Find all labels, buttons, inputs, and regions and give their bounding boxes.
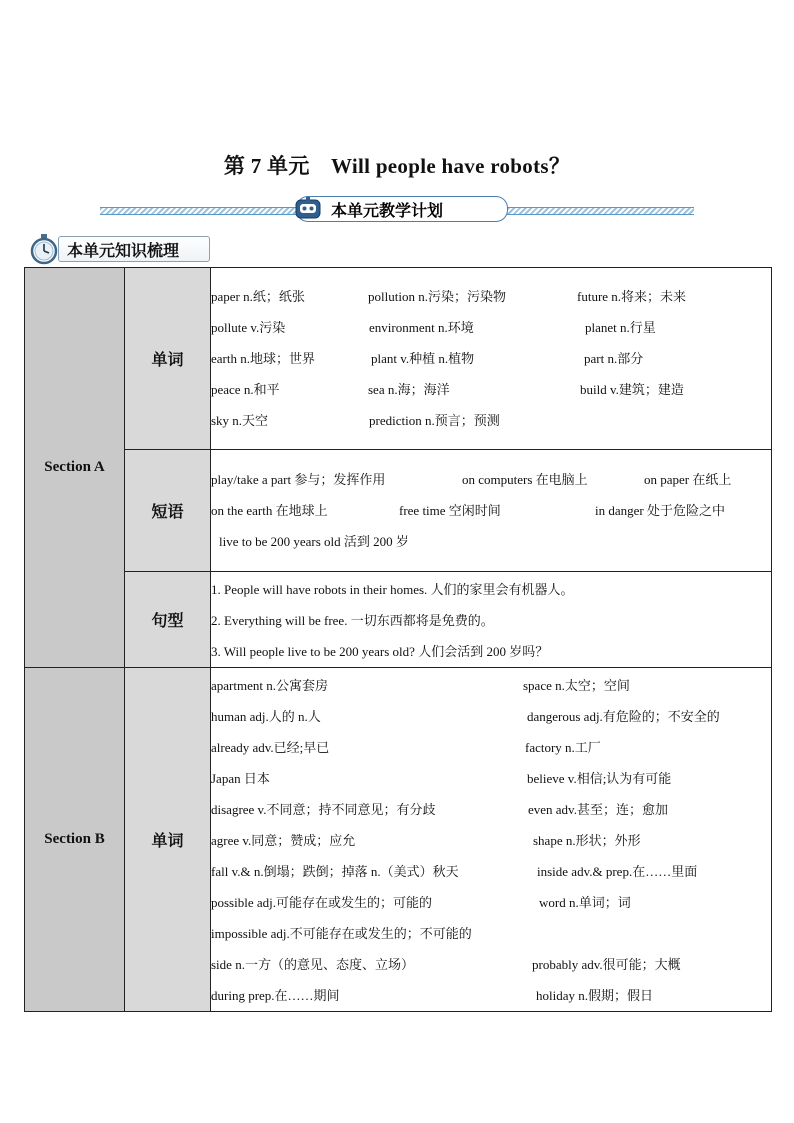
knowledge-summary-box	[58, 236, 210, 262]
word-row	[211, 701, 771, 732]
word-entry: agree v.同意；赞成；应允	[211, 832, 356, 848]
word-entry: earth n.地球；世界	[211, 351, 315, 366]
word-entry: during prep.在……期间	[211, 987, 340, 1003]
word-entry: apartment n.公寓套房	[211, 677, 328, 693]
word-entry: probably adv.很可能；大概	[532, 956, 681, 972]
sentence-line: 3. Will people live to be 200 years old? 人们会活到 200 岁吗？	[211, 643, 549, 659]
word-entry: believe v.相信;认为有可能	[527, 770, 672, 786]
word-entry: part n.部分	[584, 351, 644, 366]
word-row	[211, 732, 771, 763]
word-row	[211, 312, 771, 343]
word-row	[211, 405, 771, 436]
word-row	[211, 856, 771, 887]
section-b-words-content	[211, 668, 772, 1012]
phrase-row	[211, 495, 771, 526]
knowledge-summary-label: 本单元知识梳理	[67, 240, 180, 260]
word-row	[211, 794, 771, 825]
section-b-label: Section B	[25, 668, 125, 1012]
word-row	[211, 887, 771, 918]
word-row	[211, 763, 771, 794]
vocabulary-table	[24, 267, 772, 1012]
word-entry: impossible adj.不可能存在或发生的；不可能的	[211, 925, 472, 941]
section-a-words-category: 单词	[125, 268, 211, 450]
robot-badge-icon	[293, 197, 323, 221]
word-entry: planet n.行星	[585, 320, 656, 335]
word-entry: word n.单词；词	[539, 894, 631, 910]
word-row	[211, 825, 771, 856]
banner-label: 本单元教学计划	[331, 200, 444, 220]
word-row	[211, 918, 771, 949]
phrase-entry: live to be 200 years old 活到 200 岁	[219, 534, 409, 549]
word-entry: holiday n.假期；假日	[536, 987, 653, 1003]
word-entry: environment n.环境	[369, 320, 474, 335]
section-a-phrases-row	[25, 450, 772, 572]
word-row	[211, 670, 771, 701]
page-title: 第 7 单元 Will people have robots？	[223, 154, 571, 178]
phrase-row	[211, 464, 771, 495]
section-a-sentences-content	[211, 572, 772, 668]
phrase-entry: free time 空闲时间	[399, 503, 501, 518]
word-entry: factory n.工厂	[525, 739, 601, 755]
phrase-entry: on paper 在纸上	[644, 472, 732, 487]
word-row	[211, 374, 771, 405]
phrase-entry: on the earth 在地球上	[211, 503, 328, 518]
banner-label-box	[296, 196, 508, 222]
section-a-label: Section A	[25, 268, 125, 668]
word-row	[211, 343, 771, 374]
word-entry: dangerous adj.有危险的；不安全的	[527, 708, 720, 724]
stopwatch-icon	[28, 233, 60, 265]
word-entry: even adv.甚至；连；愈加	[528, 801, 668, 817]
word-entry: build v.建筑；建造	[580, 382, 684, 397]
word-entry: space n.太空；空间	[523, 677, 630, 693]
word-entry: pollution n.污染；污染物	[368, 289, 506, 304]
word-entry: sea n.海；海洋	[368, 382, 450, 397]
phrase-entry: in danger 处于危险之中	[595, 503, 725, 518]
knowledge-summary-tag	[28, 233, 210, 263]
phrase-entry: play/take a part 参与；发挥作用	[211, 472, 386, 487]
sentence-line: 2. Everything will be free. 一切东西都将是免费的。	[211, 612, 494, 628]
section-a-words-content	[211, 268, 772, 450]
teaching-plan-banner	[100, 195, 694, 221]
word-entry: already adv.已经;早已	[211, 739, 330, 755]
section-b-words-category: 单词	[125, 668, 211, 1012]
word-entry: prediction n.预言；预测	[369, 413, 500, 428]
word-entry: peace n.和平	[211, 382, 280, 397]
section-a-sentences-category: 句型	[125, 572, 211, 668]
phrase-row	[211, 526, 771, 557]
section-a-sentences-row	[25, 572, 772, 668]
word-entry: Japan 日本	[211, 770, 270, 786]
word-entry: fall v.& n.倒塌；跌倒；掉落 n.（美式）秋天	[211, 863, 459, 879]
word-entry: inside adv.& prep.在……里面	[537, 863, 698, 879]
word-row	[211, 949, 771, 980]
sentence-line: 1. People will have robots in their homes. 人们的家里会有机器人。	[211, 581, 574, 597]
word-entry: sky n.天空	[211, 413, 269, 428]
word-entry: human adj.人的 n.人	[211, 708, 321, 724]
word-row	[211, 281, 771, 312]
section-b-words-row	[25, 668, 772, 1012]
word-entry: plant v.种植 n.植物	[371, 351, 475, 366]
section-a-phrases-category: 短语	[125, 450, 211, 572]
section-a-words-row	[25, 268, 772, 450]
phrase-entry: on computers 在电脑上	[462, 472, 588, 487]
word-entry: paper n.纸；纸张	[211, 289, 305, 304]
word-entry: future n.将来；未来	[577, 289, 687, 304]
word-entry: shape n.形状；外形	[533, 832, 641, 848]
word-entry: pollute v.污染	[211, 320, 286, 335]
word-entry: possible adj.可能存在或发生的；可能的	[211, 894, 432, 910]
word-entry: disagree v.不同意；持不同意见；有分歧	[211, 801, 436, 817]
word-entry: side n.一方（的意见、态度、立场）	[211, 956, 414, 972]
section-a-phrases-content	[211, 450, 772, 572]
word-row	[211, 980, 771, 1011]
